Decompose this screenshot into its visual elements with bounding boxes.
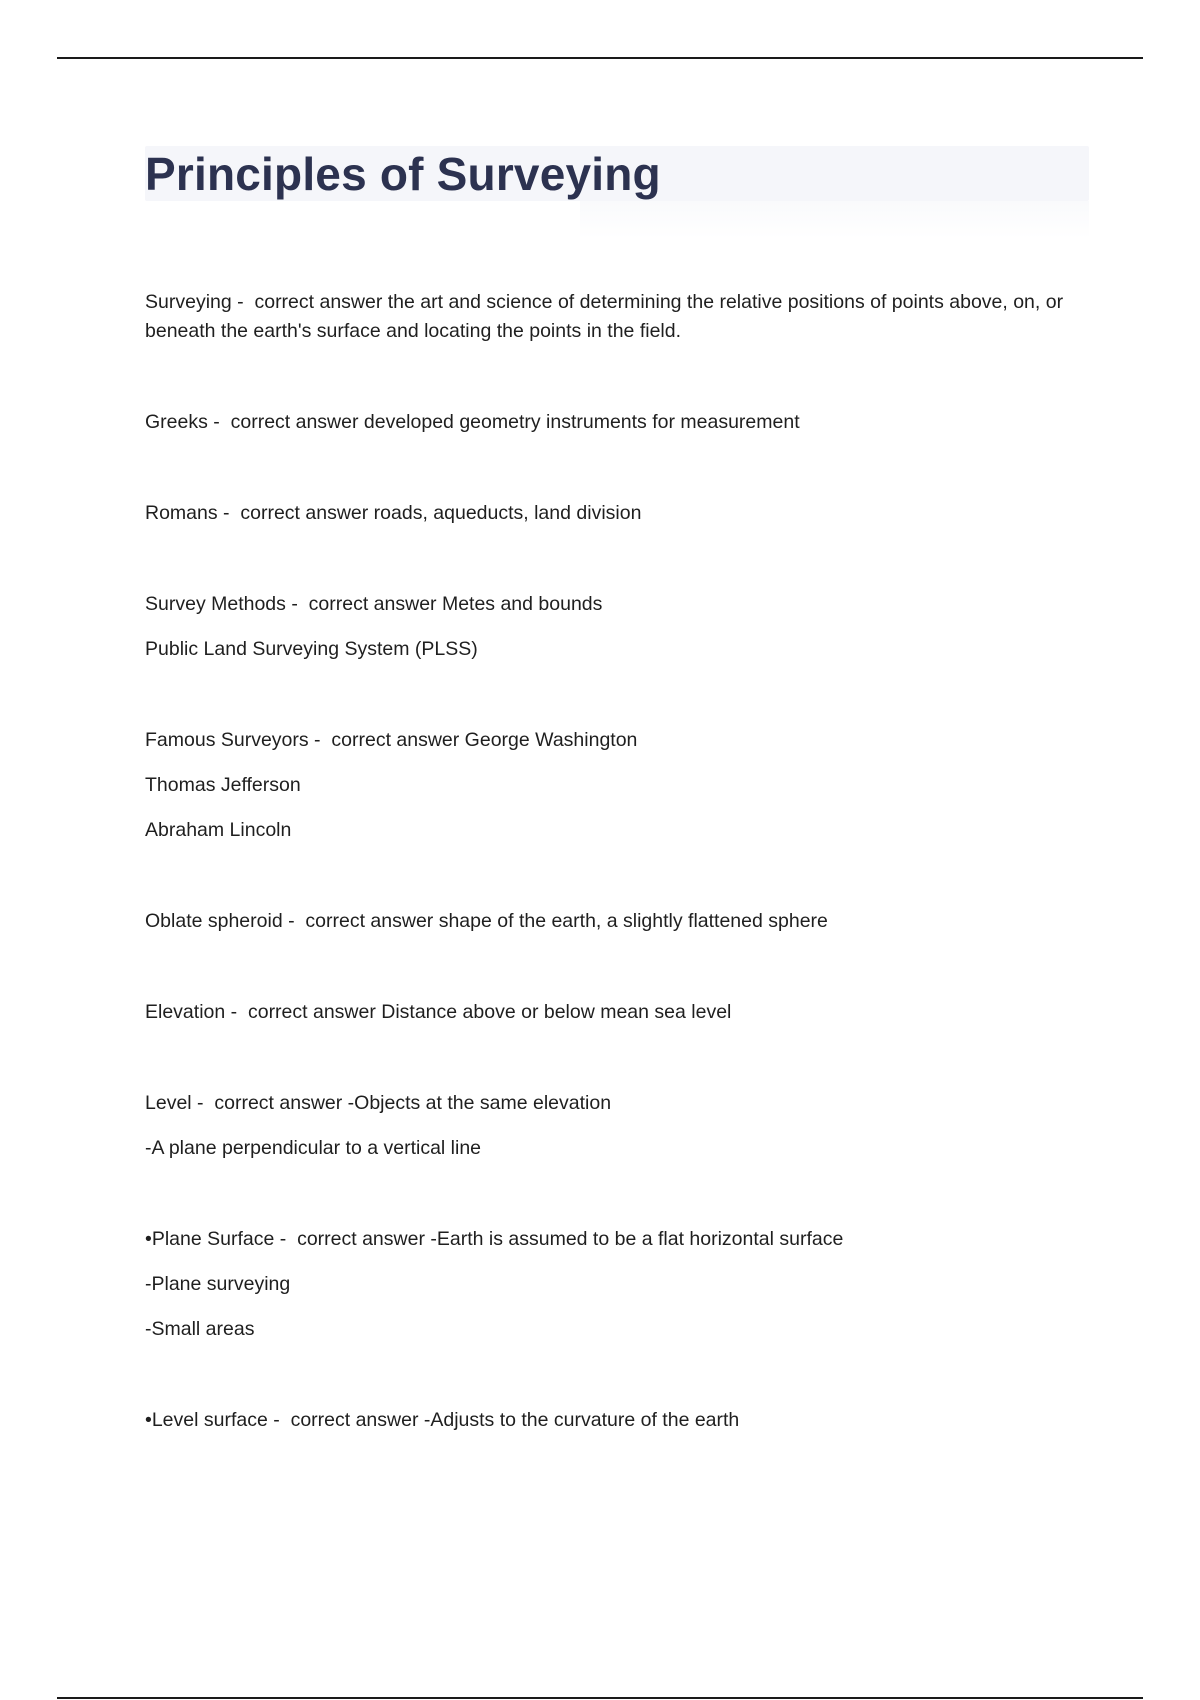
entry-text: Famous Surveyors - correct answer George Washington bbox=[145, 729, 638, 751]
list-item bbox=[145, 998, 1085, 1027]
list-item bbox=[145, 408, 1085, 437]
entry-extra-line: -A plane perpendicular to a vertical line bbox=[145, 1137, 482, 1159]
list-item bbox=[145, 1406, 1085, 1435]
entry-definition: correct answer roads, aqueducts, land division bbox=[240, 502, 642, 524]
entry-term: Survey Methods bbox=[145, 593, 286, 615]
entry-text: Elevation - correct answer Distance above or below mean sea level bbox=[145, 1001, 732, 1023]
entry-definition: correct answer -Adjusts to the curvature of the earth bbox=[290, 1409, 740, 1431]
bottom-rule bbox=[57, 1697, 1143, 1699]
entry-extra-line: -Plane surveying bbox=[145, 1273, 291, 1295]
entry-definition: correct answer -Earth is assumed to be a flat horizontal surface bbox=[297, 1228, 844, 1250]
entry-definition: correct answer the art and science of determining the relative positions of points above, on, or beneath the earth's surface and locating the points in the field. bbox=[145, 291, 1064, 342]
top-rule bbox=[57, 57, 1143, 59]
entry-definition: correct answer Metes and bounds bbox=[308, 593, 603, 615]
list-item bbox=[145, 1225, 1085, 1344]
entry-extra-line: Public Land Surveying System (PLSS) bbox=[145, 638, 478, 660]
entry-term: •Plane Surface bbox=[145, 1228, 275, 1250]
list-item bbox=[145, 907, 1085, 936]
entry-text: •Level surface - correct answer -Adjusts to the curvature of the earth bbox=[145, 1409, 740, 1431]
entry-term: •Level surface bbox=[145, 1409, 268, 1431]
entry-extra-line: Abraham Lincoln bbox=[145, 819, 292, 841]
list-item bbox=[145, 726, 1085, 845]
entry-text: Level - correct answer -Objects at the same elevation bbox=[145, 1092, 612, 1114]
entry-text: •Plane Surface - correct answer -Earth is assumed to be a flat horizontal surface bbox=[145, 1228, 844, 1250]
list-item bbox=[145, 288, 1085, 346]
entry-text: Romans - correct answer roads, aqueducts, land division bbox=[145, 502, 642, 524]
entry-term: Greeks bbox=[145, 411, 208, 433]
entry-term: Elevation bbox=[145, 1001, 226, 1023]
list-item bbox=[145, 499, 1085, 528]
entry-definition: correct answer Distance above or below mean sea level bbox=[247, 1001, 732, 1023]
entry-definition: correct answer George Washington bbox=[331, 729, 638, 751]
entry-extra-line: -Small areas bbox=[145, 1318, 255, 1340]
list-item bbox=[145, 1089, 1085, 1163]
entry-text: Greeks - correct answer developed geometry instruments for measurement bbox=[145, 411, 800, 433]
entry-term: Famous Surveyors bbox=[145, 729, 309, 751]
flashcard-list bbox=[145, 288, 1085, 1497]
entry-extra-line: Thomas Jefferson bbox=[145, 774, 301, 796]
entry-definition: correct answer shape of the earth, a slightly flattened sphere bbox=[305, 910, 828, 932]
entry-term: Romans bbox=[145, 502, 218, 524]
entry-text: Oblate spheroid - correct answer shape of the earth, a slightly flattened sphere bbox=[145, 910, 828, 932]
title-band-fade bbox=[580, 201, 1089, 239]
entry-text: Survey Methods - correct answer Metes and bounds bbox=[145, 593, 603, 615]
entry-term: Surveying bbox=[145, 291, 232, 313]
page-title: Principles of Surveying bbox=[145, 148, 661, 200]
entry-definition: correct answer developed geometry instruments for measurement bbox=[230, 411, 800, 433]
entry-term: Level bbox=[145, 1092, 192, 1114]
list-item bbox=[145, 590, 1085, 664]
entry-term: Oblate spheroid bbox=[145, 910, 283, 932]
entry-definition: correct answer -Objects at the same elevation bbox=[214, 1092, 612, 1114]
entry-text: Surveying - correct answer the art and science of determining the relative positions of points above, on, or beneath the earth's surface and locating the points in the field. bbox=[145, 291, 1064, 342]
